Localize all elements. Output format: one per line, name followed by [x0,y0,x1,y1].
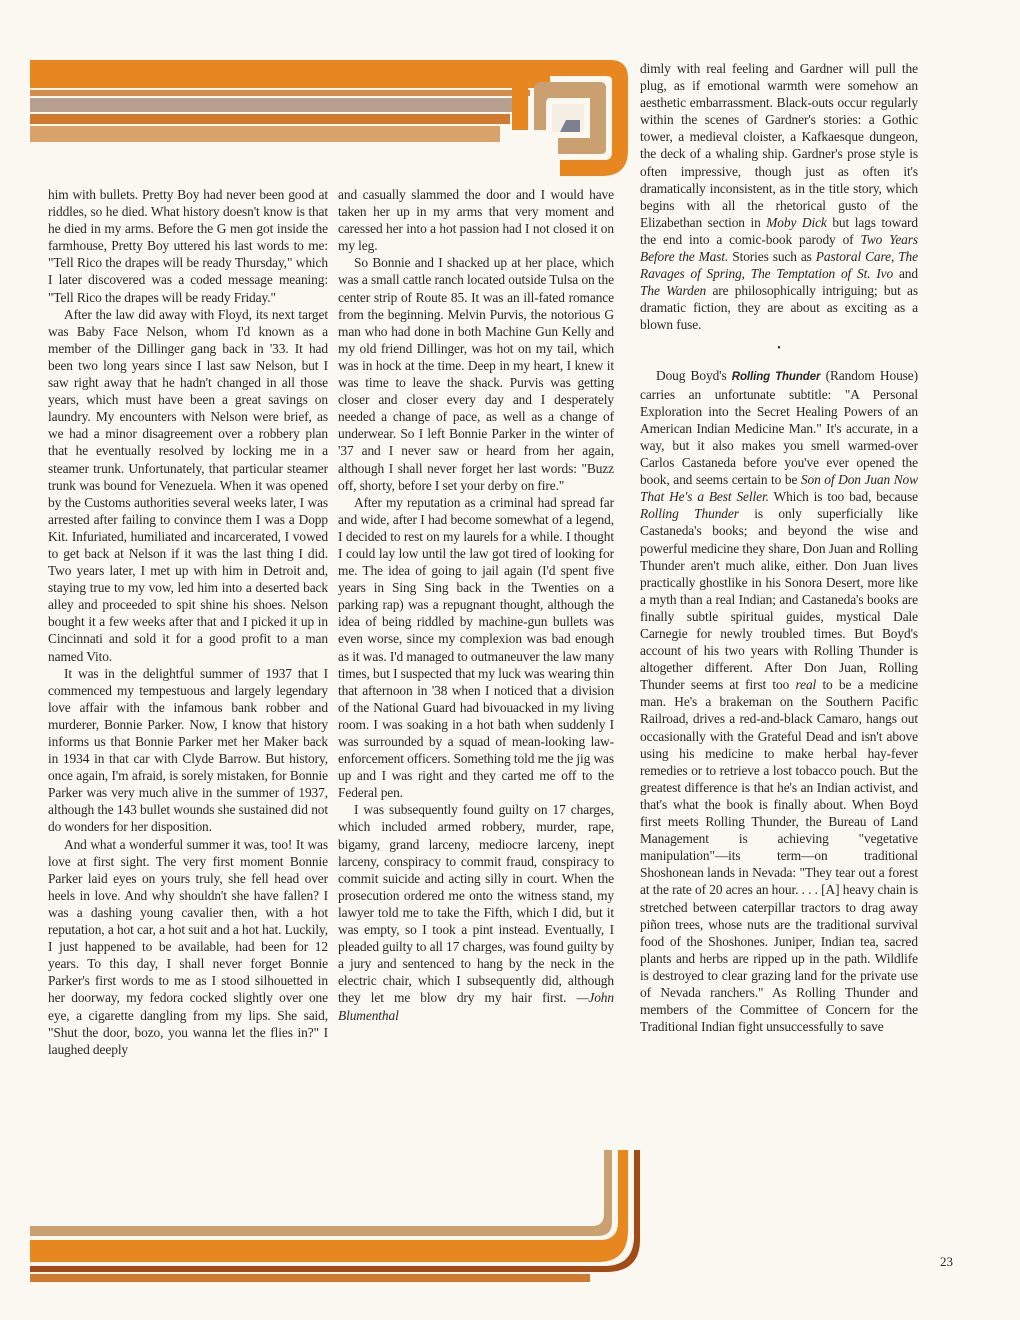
book-title-rolling-thunder: Rolling Thunder [640,506,739,522]
book-title-son-of-don-juan: Son of Don Juan Now That He's a Best Seller. [640,472,918,505]
col2-paragraph-4 [338,801,614,1023]
story-titles: Pastoral Care, The Ravages of Spring, The Temptation of St. Ivo [640,249,918,282]
col3-paragraph-1: dimly with real feeling and Gardner will pull the plug, as if emotional warmth were somehow an aesthetic embarrassment. Black-outs occur regularly within the scenes of Gardner's stories: a Gothic tower, a medieval cloister, a Kafkaesque dungeon, the deck of a whaling ship. Gardner's prose style is often impressive, though just as often it's dramatically inconsistent, as in the title story, which begins with all the rhetorical gusto of the Elizabethan section in Moby Dick but lags toward the end into a comic-book parody of Two Years Before the Mast. Stories such as Pastoral Care, The Ravages of Spring, The Temptation of St. Ivo and The Warden are philosophically intriguing; but as dramatic fiction, they are about as exciting as a blown fuse. [640,61,919,333]
column-1 [48,186,328,1058]
col2-paragraph-3: After my reputation as a criminal had spread far and wide, after I had become somewhat of a legend, I decided to rest on my laurels for a while. I thought I could lay low until the law got tired of looking for me. The idea of going to jail again (I'd spent five years in Sing Sing back in the Twenties on a parking rap) was a repugnant thought, although the idea of being riddled by machine-gun bullets was even worse, since my complexion was bad enough as it was. I'd managed to outmaneuver the law many times, but I suspected that my luck was wearing thin that afternoon in '38 when I noticed that a division of the National Guard had bivouacked in my living room. I was soaking in a hot bath when suddenly I was surrounded by a squad of mean-looking law-enforcement officers. Something told me the jig was up and I was right and they carted me off to the Federal pen. [338,494,614,801]
column-3 [640,60,918,1035]
col2-paragraph-2: So Bonnie and I shacked up at her place, which was a small cattle ranch located outside Tulsa on the center strip of Route 85. It was an ill-fated romance from the beginning. Melvin Purvis, the notorious G man who had done in both Machine Gun Kelly and my old friend Dillinger, was hot on my tail, which was in hock at the time. Deep in my heart, I knew it was time to leave the shack. Purvis was getting closer and closer every day and I desperately needed a change of pace, as well as a change of underwear. So I left Bonnie Parker in the winter of '37 and I never saw or heard from her again, although I shall never forget her last words: "Buzz off, shorty, before I set your derby on fire." [338,255,614,493]
col2-paragraph-1: and casually slammed the door and I would have taken her up in my arms that very moment and caressed her into a hot passion had I not closed it on my leg. [338,187,614,254]
page-number: 23 [940,1254,953,1269]
col1-paragraph-2: After the law did away with Floyd, its next target was Baby Face Nelson, whom I'd known as a member of the Dillinger gang back in '33. It had been two long years since I last saw Nelson, but I saw right away that he hadn't changed in all those years, which must have been a great savings on laundry. My encounters with Nelson were brief, as we had a minor disagreement over a robbery plan that he eventually resolved by locking me in a steamer trunk. Unfortunately, that particular steamer trunk was bound for Venezuela. When it was opened by the Customs authorities several weeks later, I was arrested after failing to convince them I was a Dopp Kit. Infuriated, humiliated and incarcerated, I vowed to get back at Nelson if it was the last thing I did. Two years later, I met up with him in Detroit and, staying true to my vow, led him into a deserted back alley and proceeded to spit shine his shoes. Nelson bought it a few weeks after that and I picked it up in Cincinnati and sold it for a good profit to a man named Vito. [48,306,328,664]
top-stripe-band [30,60,628,176]
book-title-moby-dick: Moby Dick [766,214,827,230]
book-title-two-years: Two Years Before the Mast. [640,231,918,265]
bottom-stripe-band [30,1150,640,1282]
review-title-rolling-thunder: Rolling Thunder [731,370,821,383]
col1-paragraph-4: And what a wonderful summer it was, too! It was love at first sight. The very first moment Bonnie Parker laid eyes on yours truly, she fell head over heels in love. And why shouldn't she have fallen? I was a dashing young cavalier then, with a hot reputation, a hot car, a hot suit and a hot hat. Luckily, I just happened to be available, had been for 12 years. To this day, I shall never forget Bonnie Parker's first words to me as I stood silhouetted in her doorway, my fedora cocked slightly over one eye, a cigarette dangling from my lips. She said, "Shut the door, bozo, you wanna let the flies in?" I laughed deeply [48,836,328,1057]
col2-paragraph-4-text: I was subsequently found guilty on 17 charges, which included armed robbery, murder, rape, bigamy, grand larceny, mediocre larceny, inept larceny, conspiracy to commit fraud, conspiracy to commit suicide and acting silly in court. When the prosecution ordered me onto the witness stand, my lawyer told me to take the Fifth, which I did, but it was empty, so I took a pint instead. Eventually, I pleaded guilty to all 17 charges, was found guilty by a jury and sentenced to hang by the neck in the electric chair, which I subsequently did, although they let me blow dry my hair first. [338,802,614,1006]
column-2 [338,186,614,1024]
section-separator: • [777,342,781,354]
col1-paragraph-1: him with bullets. Pretty Boy had never been good at riddles, so he died. What history doesn't know is that he died in my arms. Before the G men got inside the farmhouse, Pretty Boy uttered his last words to me: "Tell Rico the drapes will be ready Thursday," which I later discovered was a coded message meaning: "Tell Rico the drapes will be ready Friday." [48,187,328,305]
story-title-warden: The Warden [640,283,707,299]
emphasis-real: real [795,677,817,693]
col3-paragraph-2: Doug Boyd's Rolling Thunder (Random House) carries an unfortunate subtitle: "A Personal Exploration into the Secret Healing Powers of an American Indian Medicine Man." It's accurate, in a way, but it also makes you smell warmed-over Carlos Castaneda before you've ever opened the book, and seems certain to be Son of Don Juan Now That He's a Best Seller. Which is too bad, because Rolling Thunder is only superficially like Castaneda's books; and beyond the wise and powerful medicine they share, Don Juan and Rolling Thunder aren't much alike, either. Don Juan lives practically ghostlike in his Sonora Desert, more like a myth than a real Indian; and Castaneda's books are finally subtle spiritual guides, mystical Dale Carnegie for newly troubled times. But Boyd's account of his two years with Rolling Thunder is altogether different. After Don Juan, Rolling Thunder seems at first too real to be a medicine man. He's a brakeman on the Southern Pacific Railroad, drives a red-and-black Camaro, hangs out occasionally with the Grateful Dead and isn't above using his medicine to make herbal hay-fever remedies or to retrieve a lost tobacco pouch. But the greatest difference is that he's an Indian activist, and that's what the book is finally about. When Boyd first meets Rolling Thunder, the Bureau of Land Management is achieving "vegetative manipulation"—its term—on traditional Shoshonean lands in Nevada: "They tear out a forest at the rate of 20 acres an hour. . . . [A] heavy chain is stretched between caterpillar tractors to drag away piñon trees, whose nuts are the traditional survival food of the Shoshones. Juniper, Indian tea, sacred plants and herbs are ripped up in the path. Wildlife is destroyed to clear grazing land for the private use of Nevada ranchers." As Rolling Thunder and members of the Committee of Concern for the Traditional Indian fight unsuccessfully to save [640,367,918,1035]
byline: —John Blumenthal [338,990,614,1023]
col1-paragraph-3: It was in the delightful summer of 1937 that I commenced my tempestuous and largely legendary love affair with the infamous bank robber and murderer, Bonnie Parker. Now, I know that history informs us that Bonnie Parker met her Maker back in 1934 in that car with Clyde Barrow. But history, once again, I'm afraid, is sorely mistaken, for Bonnie Parker was very much alive in the summer of 1937, although the 143 bullet wounds she sustained did not do wonders for her disposition. [48,665,328,835]
